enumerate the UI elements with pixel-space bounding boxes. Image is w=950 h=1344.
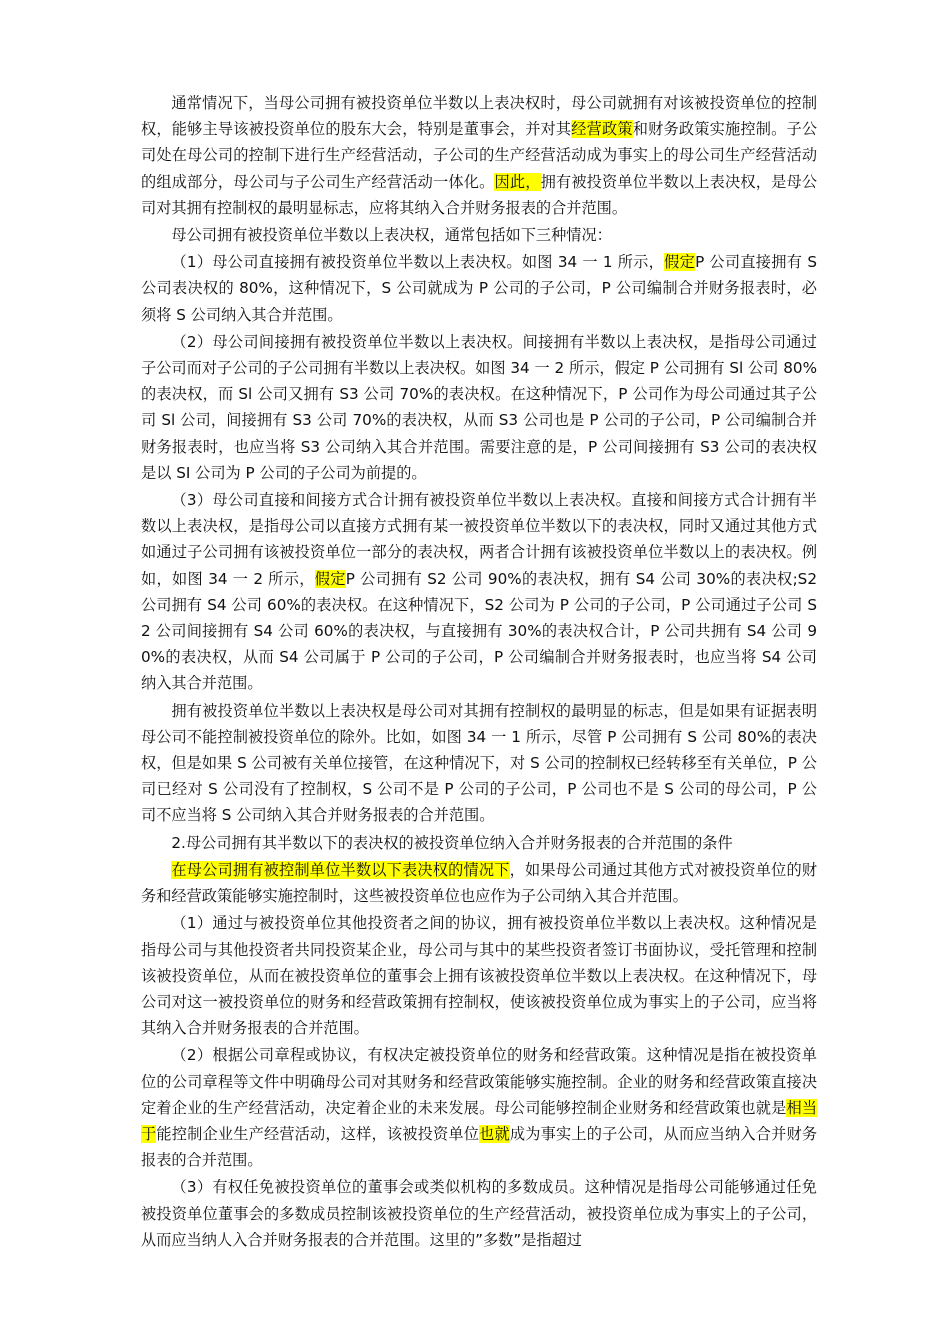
highlighted-text: 经营政策: [571, 120, 633, 139]
text-run: 拥有被投资单位半数以上表决权是母公司对其拥有控制权的最明显的标志，但是如果有证据表明母公司不能控制被投资单位的除外。比如，如图 34 一 1 所示，尽管 P 公司拥有 S 公司 80%的表决权，但是如果 S 公司被有关单位接管，在这种情况下，对 S 公司的控制权已经转移至有关单位，P 公司已经对 S 公司没有了控制权，S 公司不是 P 公司的子公司，P 公司也不是 S 公司的母公司，P 公司不应当将 S 公司纳入其合并财务报表的合并范围。: [141, 701, 817, 825]
highlighted-text: 假定: [664, 253, 696, 272]
text-run: 成为事实上的子公司，从而应当纳入合并财务报表的合并范围。: [141, 1124, 818, 1170]
text-run: 通常情况下，当母公司拥有被投资单位半数以上表决权时，母公司就拥有对该被投资单位的控制权，能够主导该被投资单位的股东大会，特别是董事会，并对其: [141, 94, 817, 139]
text-run: 和财务政策实施控制。子公司处在母公司的控制下进行生产经营活动，子公司的生产经营活动成为事实上的母公司生产经营活动的组成部分，母公司与子公司生产经营活动一体化。: [141, 120, 818, 191]
highlighted-text: 在母公司拥有被控制单位半数以下表决权的情况下: [171, 860, 510, 879]
paragraph-exception: [141, 698, 817, 829]
text-run: （1）母公司直接拥有被投资单位半数以上表决权。如图 34 一 1 所示，: [171, 253, 665, 272]
text-run: 2.母公司拥有其半数以下的表决权的被投资单位纳入合并财务报表的合并范围的条件: [171, 833, 733, 852]
text-run: 能控制企业生产经营活动，这样，该被投资单位: [156, 1124, 480, 1143]
text-run: （1）通过与被投资单位其他投资者之间的协议，拥有被投资单位半数以上表决权。这种情况是指母公司与其他投资者共同投资某企业，母公司与其中的某些投资者签订书面协议，受托管理和控制该被投资单位，从而在被投资单位的董事会上拥有该被投资单位半数以上表决权。在这种情况下，母公司对这一被投资单位的财务和经营政策拥有控制权，使该被投资单位成为事实上的子公司，应当将其纳入合并财务报表的合并范围。: [141, 914, 817, 1038]
paragraph-minority-board: [141, 1174, 817, 1253]
highlighted-text: 也就: [479, 1124, 510, 1143]
text-run: ，如果母公司通过其他方式对被投资单位的财务和经营政策能够实施控制时，这些被投资单位也应作为子公司纳入其合并范围。: [141, 860, 818, 906]
paragraph-case-direct: [141, 249, 817, 328]
highlighted-text: 假定: [314, 569, 346, 588]
paragraph-three-cases-intro: [141, 222, 817, 248]
paragraph-case-indirect: [141, 329, 817, 486]
text-run: P 公司直接拥有 S 公司表决权的 80%，这种情况下，S 公司就成为 P 公司的子公司，P 公司编制合并财务报表时，必须将 S 公司纳入其合并范围。: [141, 253, 817, 324]
text-run: P 公司拥有 S2 公司 90%的表决权，拥有 S4 公司 30%的表决权;S2 公司拥有 S4 公司 60%的表决权。在这种情况下，S2 公司为 P 公司的子公司，P 公司通过子公司 S2 公司间接拥有 S4 公司 60%的表决权，与直接拥有 30%的表决权合计，P 公司共拥有 S4 公司 90%的表决权，从而 S4 公司属于 P 公司的子公司，P 公司编制合并财务报表时，也应当将 S4 公司纳入其合并范围。: [141, 569, 817, 693]
paragraph-control-definition: [141, 90, 817, 221]
text-run: （3）母公司直接和间接方式合计拥有被投资单位半数以上表决权。直接和间接方式合计拥有半数以上表决权，是指母公司以直接方式拥有某一被投资单位半数以下的表决权，同时又通过其他方式如通过子公司拥有该被投资单位一部分的表决权，两者合计拥有该被投资单位半数以上的表决权。例如，如图 34 一 2 所示，: [141, 491, 817, 588]
paragraph-minority-intro: [141, 857, 817, 909]
highlighted-text: 相当于: [141, 1098, 818, 1143]
paragraph-minority-agreement: [141, 910, 817, 1041]
document-body: [141, 90, 817, 1254]
text-run: 母公司拥有被投资单位半数以上表决权，通常包括如下三种情况：: [171, 226, 612, 245]
section-heading-minority-voting: [141, 830, 817, 856]
text-run: （2）根据公司章程或协议，有权决定被投资单位的财务和经营政策。这种情况是指在被投资单位的公司章程等文件中明确母公司对其财务和经营政策能够实施控制。企业的财务和经营政策直接决定着企业的生产经营活动，决定着企业的未来发展。母公司能够控制企业财务和经营政策也就是: [141, 1046, 817, 1117]
paragraph-case-combined: [141, 487, 817, 697]
text-run: （2）母公司间接拥有被投资单位半数以上表决权。间接拥有半数以上表决权，是指母公司通过子公司而对子公司的子公司拥有半数以上表决权。如图 34 一 2 所示，假定 P 公司拥有 Sl 公司 80%的表决权，而 Sl 公司又拥有 S3 公司 70%的表决权。在这种情况下，P 公司作为母公司通过其子公司 Sl 公司，间接拥有 S3 公司 70%的表决权，从而 S3 公司也是 P 公司的子公司，P 公司编制合并财务报表时，也应当将 S3 公司纳入其合并范围。需要注意的是，P 公司间接拥有 S3 公司的表决权是以 SI 公司为 P 公司的子公司为前提的。: [141, 332, 817, 482]
text-run: （3）有权任免被投资单位的董事会或类似机构的多数成员。这种情况是指母公司能够通过任免被投资单位董事会的多数成员控制该被投资单位的生产经营活动，被投资单位成为事实上的子公司，从而应当纳人入合并财务报表的合并范围。这里的”多数”是指超过: [141, 1178, 817, 1249]
highlighted-text: 因此，: [494, 172, 541, 191]
text-run: 拥有被投资单位半数以上表决权，是母公司对其拥有控制权的最明显标志，应将其纳入合并财务报表的合并范围。: [141, 172, 818, 217]
paragraph-minority-charter: [141, 1042, 817, 1173]
